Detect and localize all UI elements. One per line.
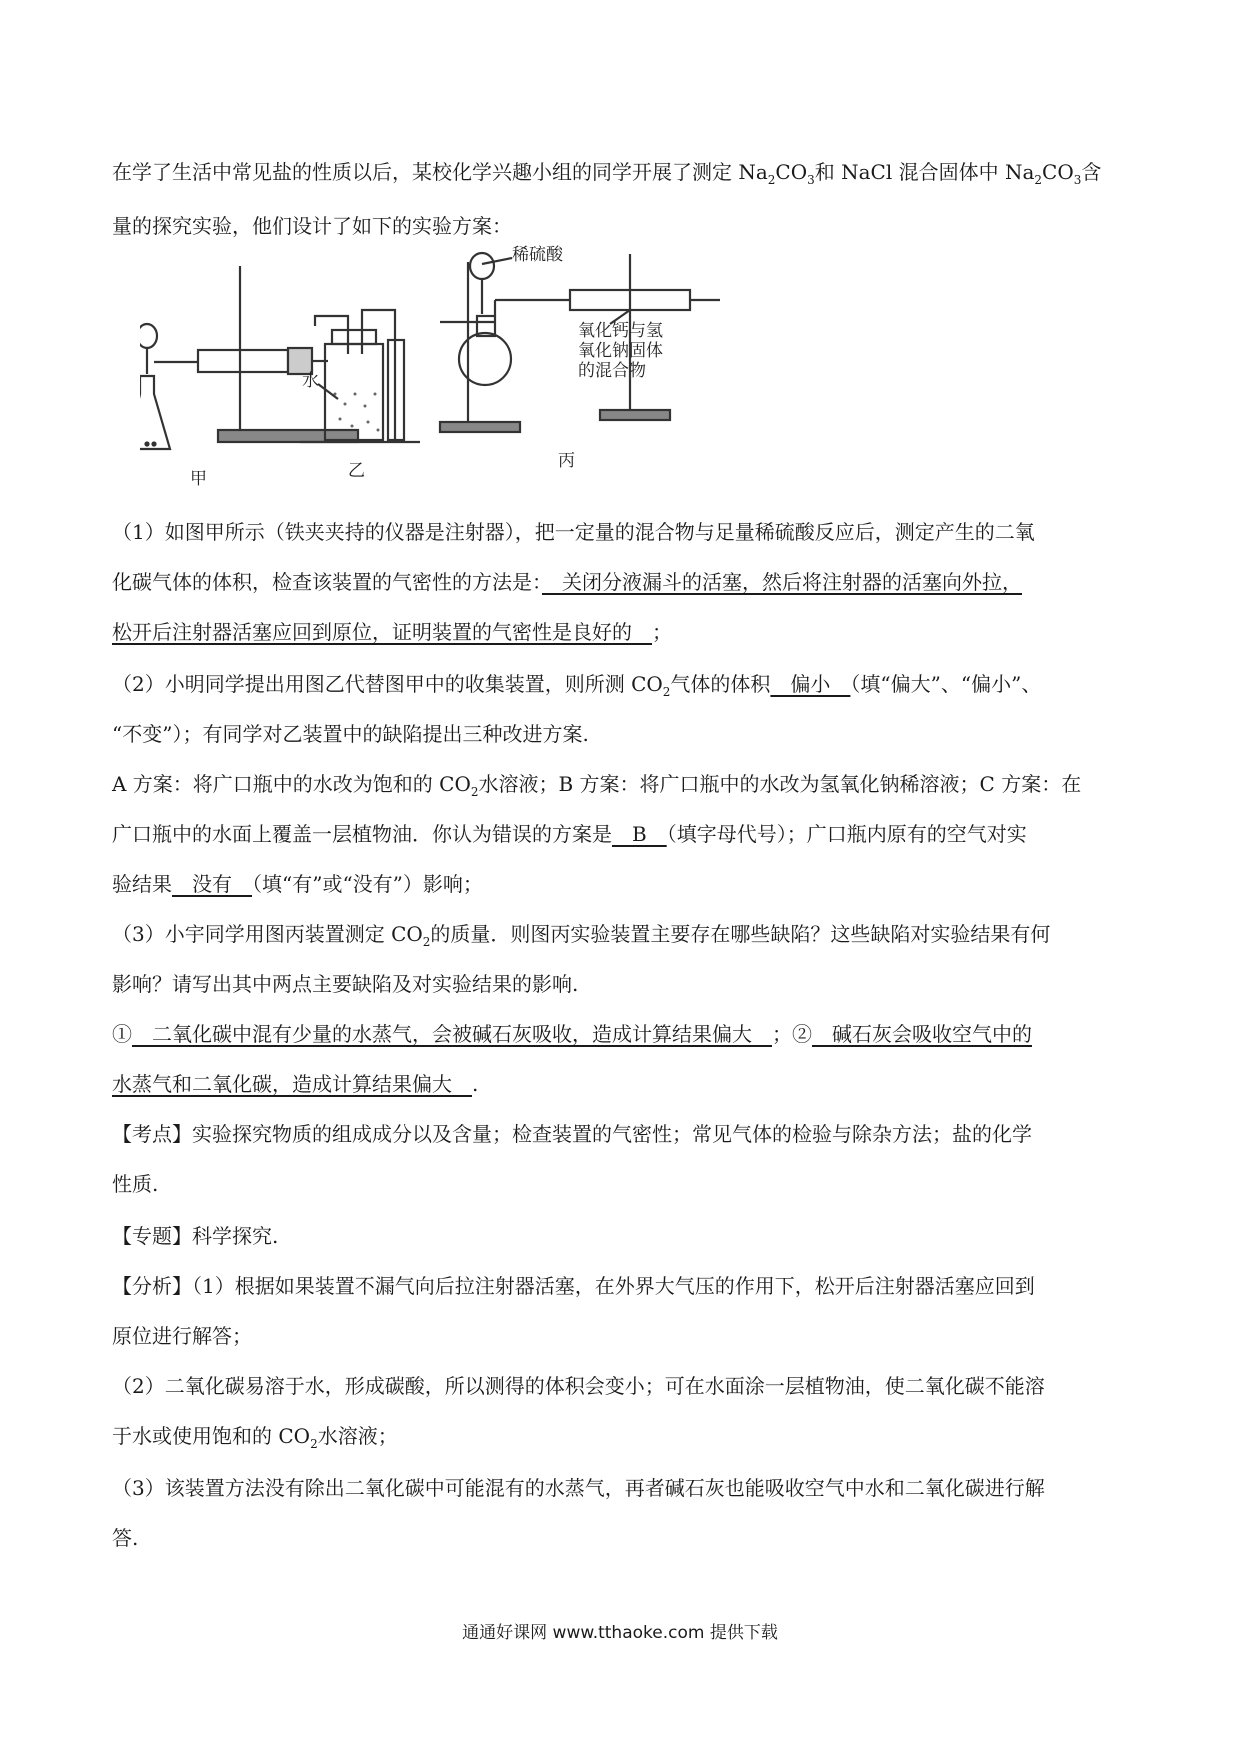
q2-line-2: “不变”）；有同学对乙装置中的缺陷提出三种改进方案.	[112, 722, 589, 746]
q3-answer-2b: 水蒸气和二氧化碳，造成计算结果偏大	[112, 1072, 472, 1096]
label-acid: 稀硫酸	[512, 245, 563, 265]
q2-line-5: 验结果 没有 （填“有”或“没有”）影响；	[112, 872, 483, 896]
q2-line-3: A 方案：将广口瓶中的水改为饱和的 $CO_2$水溶液；B 方案：将广口瓶中的水改为氢氧化钠稀溶液；C 方案：在	[112, 772, 1082, 799]
q2-line-4: 广口瓶中的水面上覆盖一层植物油．你认为错误的方案是 B （填字母代号）；广口瓶内原有的空气对实	[112, 822, 1027, 846]
q2-answer-1: 偏小	[770, 672, 851, 696]
q2-answer-2: B	[612, 822, 667, 846]
label-mix-3: 的混合物	[578, 361, 646, 381]
fenxi-line-6: 答.	[112, 1526, 139, 1550]
fenxi-line-4: 于水或使用饱和的 $CO_2$水溶液；	[112, 1424, 398, 1451]
label-jia: 甲	[190, 469, 207, 489]
q1-answer-part-2: 松开后注射器活塞应回到原位，证明装置的气密性是良好的	[112, 620, 652, 644]
fenxi-line-3: （2）二氧化碳易溶于水，形成碳酸，所以测得的体积会变小；可在水面涂一层植物油，使二氧化碳不能溶	[112, 1374, 1045, 1398]
q2-answer-3: 没有	[172, 872, 252, 896]
q1-line-3: 松开后注射器活塞应回到原位，证明装置的气密性是良好的 ；	[112, 620, 672, 644]
q3-line-4: 水蒸气和二氧化碳，造成计算结果偏大 .	[112, 1072, 479, 1096]
q2-line-1: （2）小明同学提出用图乙代替图甲中的收集装置，则所测 $CO_2$气体的体积 偏小 （填“偏大”、“偏小”、	[112, 672, 1042, 699]
q3-answer-1: 二氧化碳中混有少量的水蒸气，会被碱石灰吸收，造成计算结果偏大	[132, 1022, 772, 1046]
label-bing: 丙	[558, 451, 575, 471]
intro-line-2: 量的探究实验，他们设计了如下的实验方案：	[112, 214, 512, 238]
q1-line-1: （1）如图甲所示（铁夹夹持的仪器是注射器），把一定量的混合物与足量稀硫酸反应后，测定产生的二氧	[112, 520, 1035, 544]
q1-answer-part-1: 关闭分液漏斗的活塞，然后将注射器的活塞向外拉，	[542, 570, 1022, 594]
fenxi-line-2: 原位进行解答；	[112, 1324, 252, 1348]
intro-line-1: 在学了生活中常见盐的性质以后，某校化学兴趣小组的同学开展了测定 $Na_2CO_3$和 NaCl 混合固体中 $Na_2CO_3$含	[112, 160, 1102, 187]
page-footer: 通通好课网 www.tthaoke.com 提供下载	[462, 1623, 778, 1643]
fenxi-line-5: （3）该装置方法没有除出二氧化碳中可能混有的水蒸气，再者碱石灰也能吸收空气中水和二氧化碳进行解	[112, 1476, 1045, 1500]
label-mix-2: 氧化钠固体	[578, 341, 663, 361]
q3-answer-2a: 碱石灰会吸收空气中的	[812, 1022, 1032, 1046]
apparatus-figure	[140, 244, 820, 492]
zhuanti-line: 【专题】科学探究.	[112, 1224, 279, 1248]
q3-line-3: ① 二氧化碳中混有少量的水蒸气，会被碱石灰吸收，造成计算结果偏大 ；② 碱石灰会吸收空气中的	[112, 1022, 1032, 1046]
q3-line-2: 影响？请写出其中两点主要缺陷及对实验结果的影响.	[112, 972, 579, 996]
label-yi: 乙	[348, 461, 365, 481]
q1-line-2: 化碳气体的体积，检查该装置的气密性的方法是： 关闭分液漏斗的活塞，然后将注射器的活塞向外拉，	[112, 570, 1022, 594]
label-water: 水	[302, 371, 319, 391]
q3-line-1: （3）小宇同学用图丙装置测定 $CO_2$的质量．则图丙实验装置主要存在哪些缺陷？这些缺陷对实验结果有何	[112, 922, 1051, 949]
kaodian-line-2: 性质.	[112, 1172, 159, 1196]
kaodian-line-1: 【考点】实验探究物质的组成成分以及含量；检查装置的气密性；常见气体的检验与除杂方法；盐的化学	[112, 1122, 1032, 1146]
fenxi-line-1: 【分析】（1）根据如果装置不漏气向后拉注射器活塞，在外界大气压的作用下，松开后注射器活塞应回到	[112, 1274, 1035, 1298]
label-mix-1: 氧化钙与氢	[578, 321, 663, 341]
